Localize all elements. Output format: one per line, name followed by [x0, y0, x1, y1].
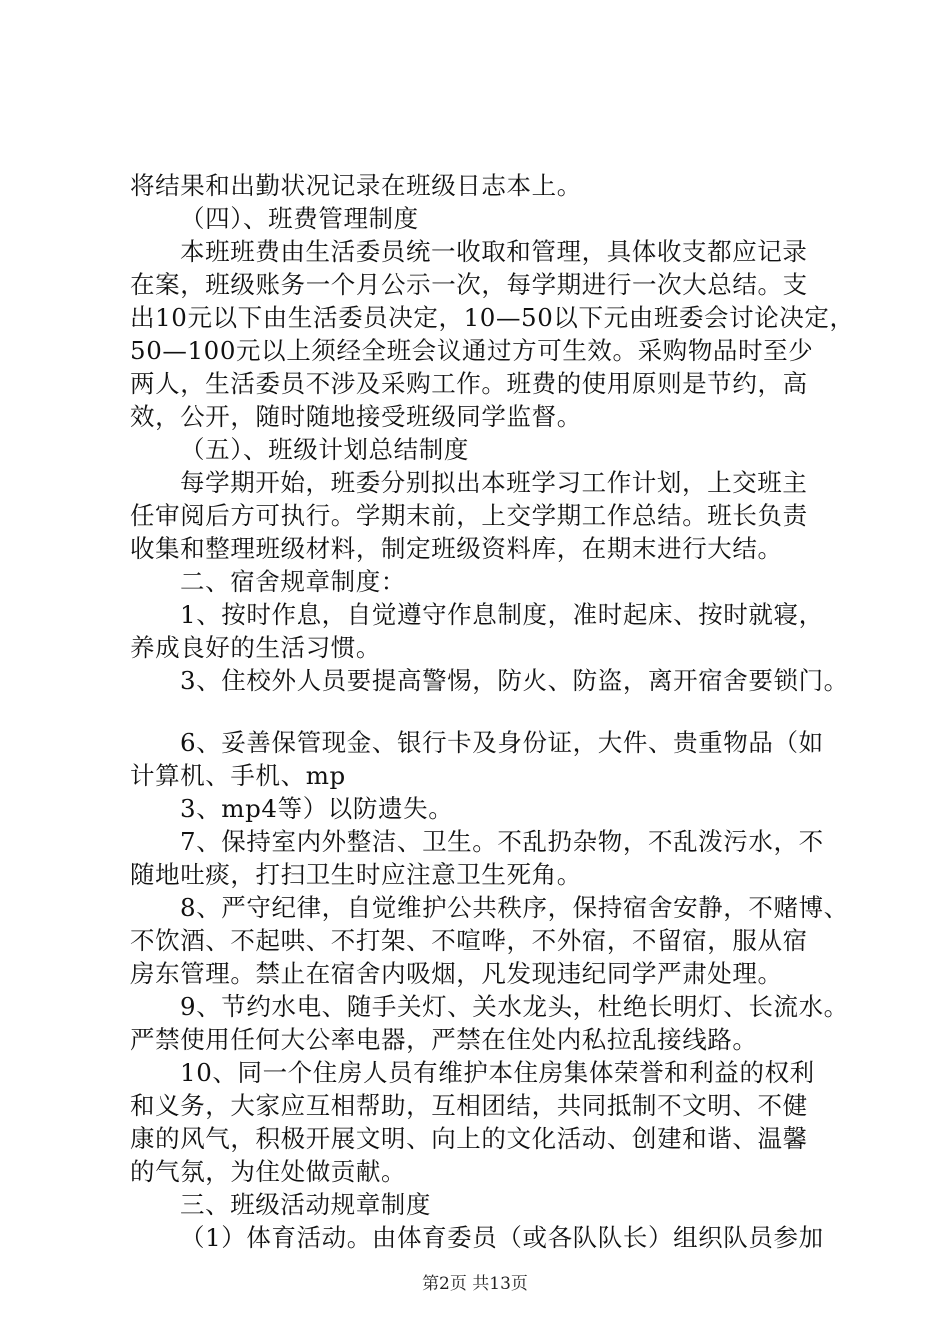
section-heading: （五）、班级计划总结制度 [180, 435, 469, 464]
text-line: 3、住校外人员要提高警惕，防火、防盗，离开宿舍要锁门。 [180, 666, 849, 695]
text-line: 计算机、手机、mp [130, 761, 346, 790]
text-line: 50—100元以上须经全班会议通过方可生效。采购物品时至少 [130, 336, 814, 365]
text-line: 不饮酒、不起哄、不打架、不喧哗，不外宿，不留宿，服从宿 [130, 926, 808, 955]
text-line: 本班班费由生活委员统一收取和管理，具体收支都应记录 [180, 237, 808, 266]
text-line: 10、同一个住房人员有维护本住房集体荣誉和利益的权利 [180, 1058, 815, 1087]
text-line: 6、妥善保管现金、银行卡及身份证，大件、贵重物品（如 [180, 728, 824, 757]
text-line: 效，公开，随时随地接受班级同学监督。 [130, 402, 582, 431]
text-line: 3、mp4等）以防遗失。 [180, 794, 454, 823]
text-line: （1）体育活动。由体育委员（或各队队长）组织队员参加 [180, 1223, 824, 1252]
text-line: 在案，班级账务一个月公示一次，每学期进行一次大总结。支 [130, 270, 808, 299]
text-line: 出10元以下由生活委员决定，10—50以下元由班委会讨论决定， [130, 303, 855, 332]
text-line: 康的风气，积极开展文明、向上的文化活动、创建和谐、温馨 [130, 1124, 808, 1153]
section-heading: 二、宿舍规章制度： [180, 567, 406, 596]
text-line: 收集和整理班级材料，制定班级资料库，在期末进行大结。 [130, 534, 783, 563]
text-line: 9、节约水电、随手关灯、关水龙头，杜绝长明灯、长流水。 [180, 992, 849, 1021]
text-line: 严禁使用任何大公率电器，严禁在住处内私拉乱接线路。 [130, 1025, 758, 1054]
text-line: 任审阅后方可执行。学期末前，上交学期工作总结。班长负责 [130, 501, 808, 530]
page-footer: 第2页 共13页 [422, 1274, 528, 1294]
text-line: 房东管理。禁止在宿舍内吸烟，凡发现违纪同学严肃处理。 [130, 959, 783, 988]
text-line: 和义务，大家应互相帮助，互相团结，共同抵制不文明、不健 [130, 1091, 808, 1120]
text-line: 两人，生活委员不涉及采购工作。班费的使用原则是节约，高 [130, 369, 808, 398]
text-line: 每学期开始，班委分别拟出本班学习工作计划，上交班主 [180, 468, 808, 497]
text-line: 的气氛，为住处做贡献。 [130, 1157, 407, 1186]
text-line: 8、严守纪律，自觉维护公共秩序，保持宿舍安静，不赌博、 [180, 893, 849, 922]
text-line: 7、保持室内外整洁、卫生。不乱扔杂物，不乱泼污水，不 [180, 827, 824, 856]
text-line: 1、按时作息，自觉遵守作息制度，准时起床、按时就寝， [180, 600, 824, 629]
text-line: 随地吐痰，打扫卫生时应注意卫生死角。 [130, 860, 582, 889]
section-heading: （四）、班费管理制度 [180, 204, 419, 233]
section-heading: 三、班级活动规章制度 [180, 1190, 431, 1219]
text-line: 养成良好的生活习惯。 [130, 633, 381, 662]
text-line: 将结果和出勤状况记录在班级日志本上。 [130, 171, 582, 200]
